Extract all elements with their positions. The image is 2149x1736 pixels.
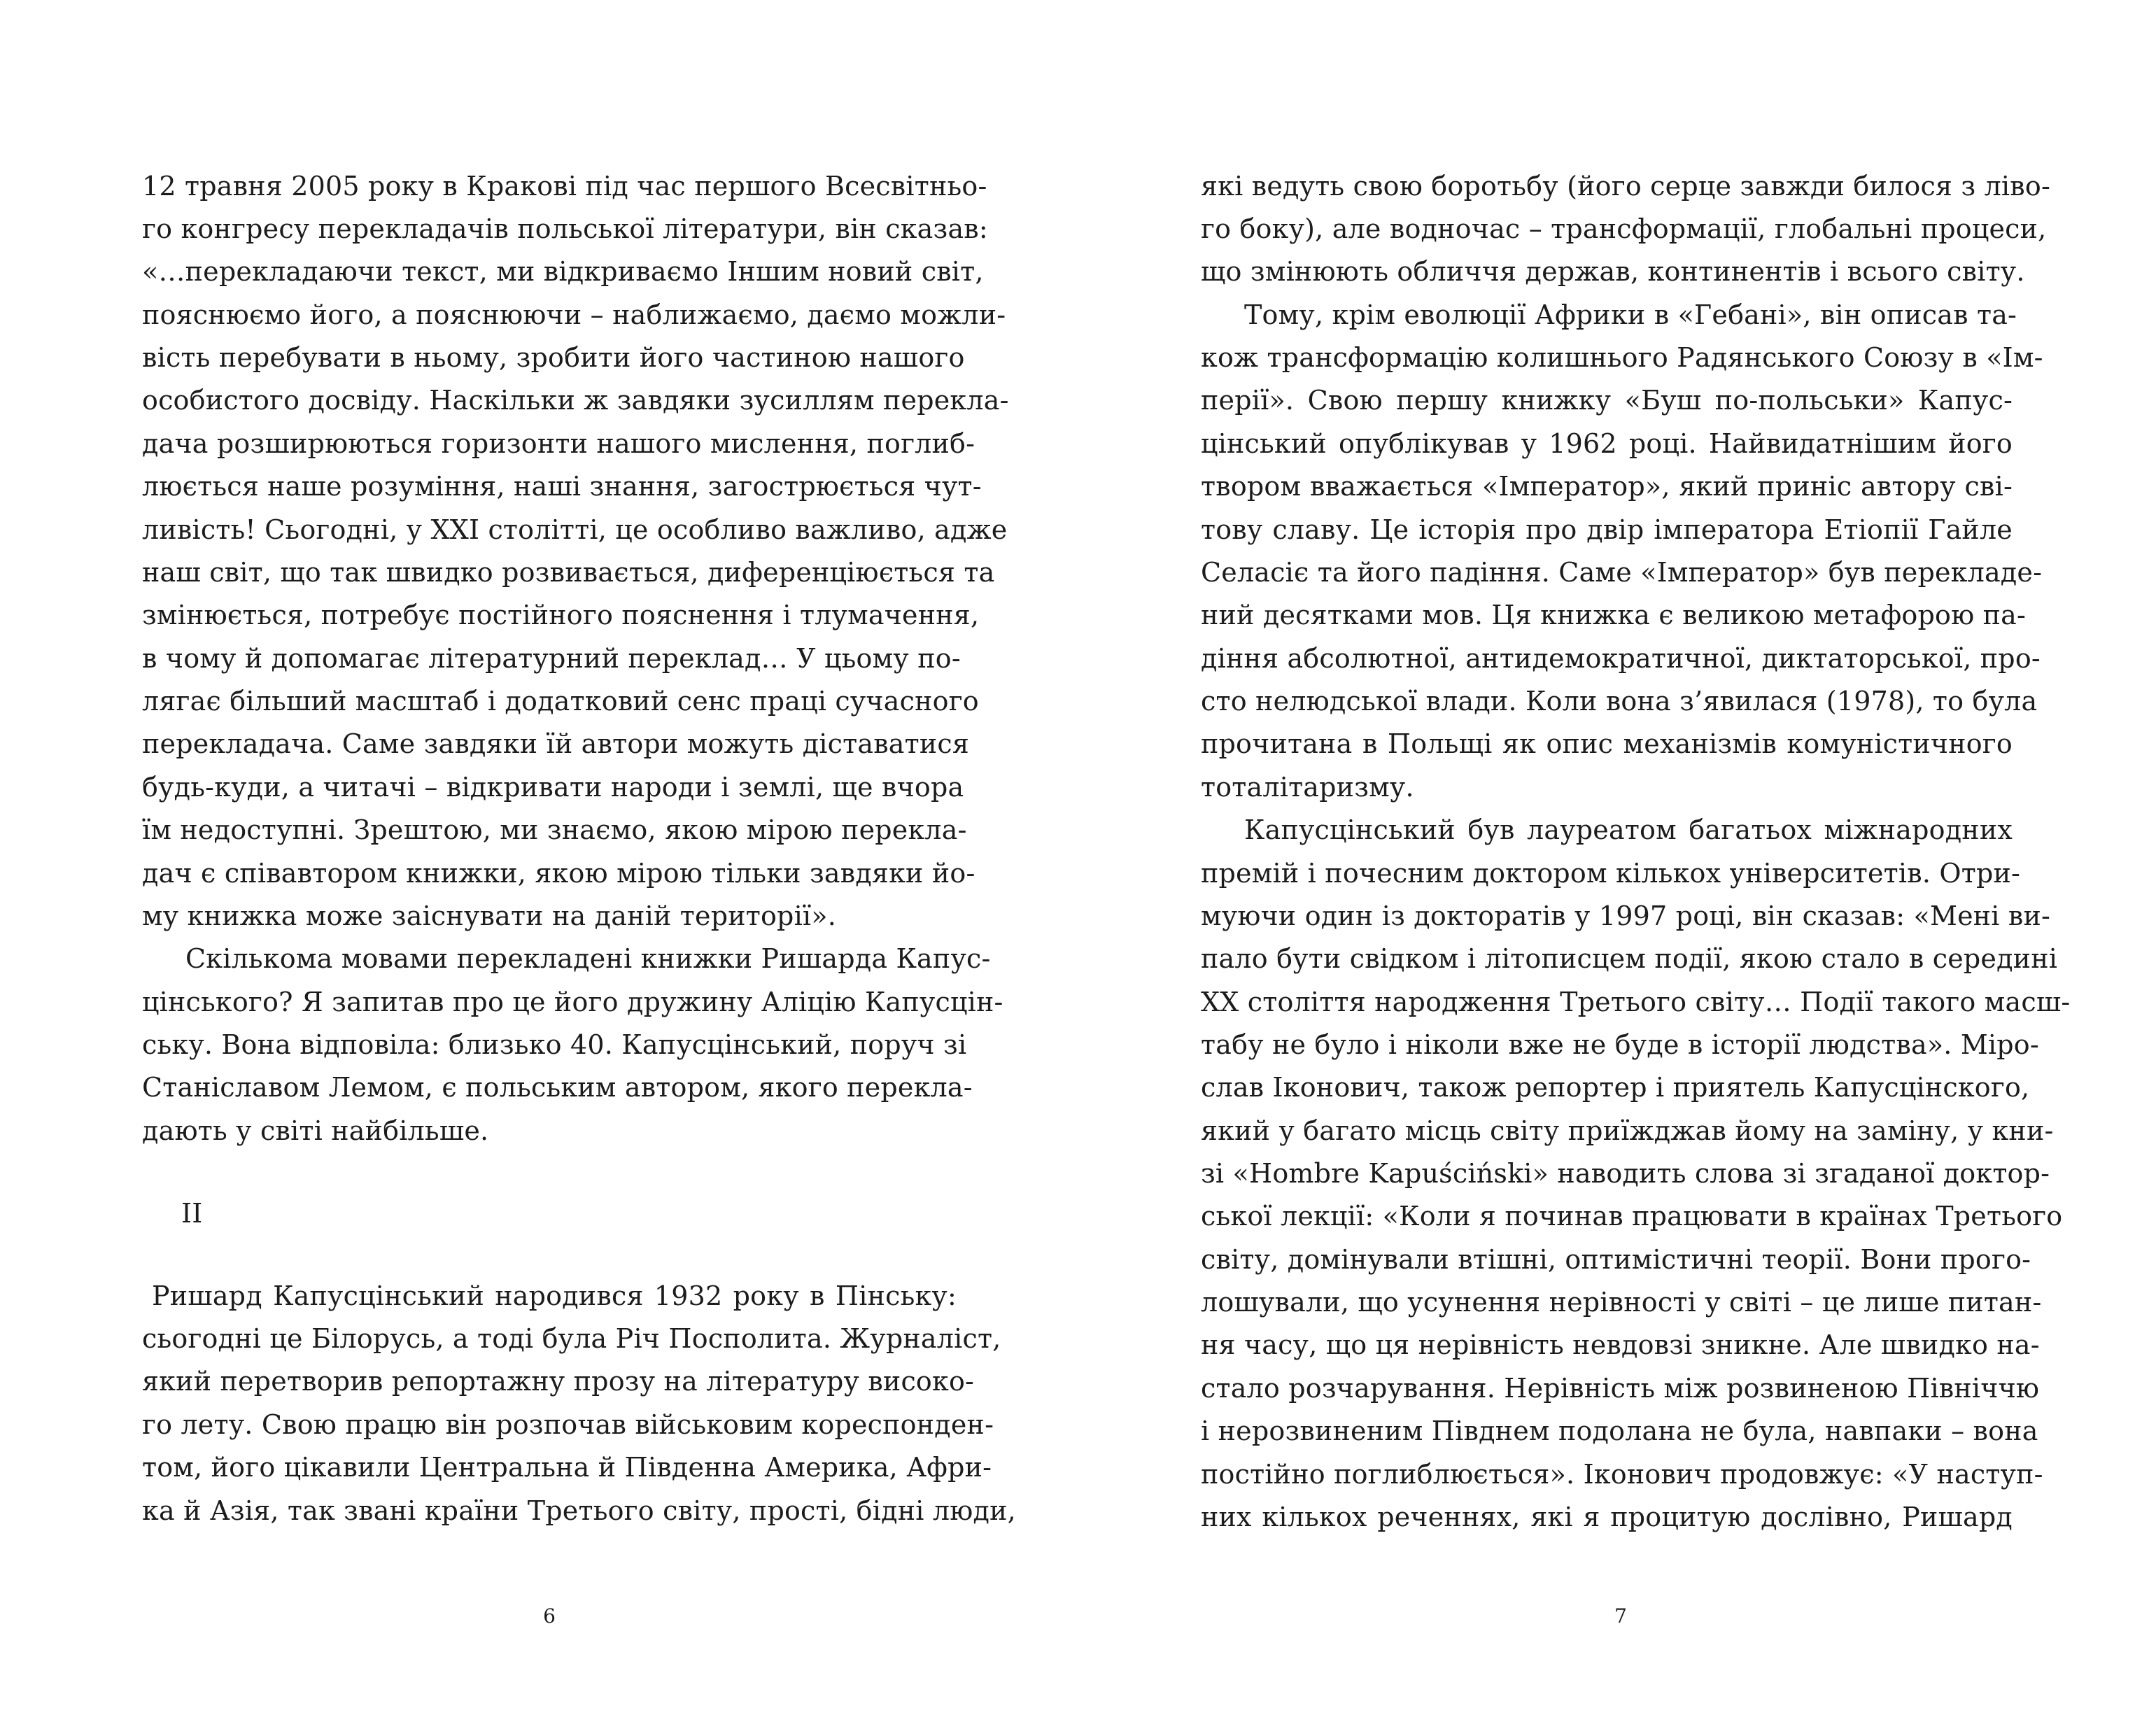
text-line: премій і почесним доктором кількох університетів. Отри- — [1201, 858, 2021, 889]
text-line: будь-куди, а читачі – відкривати народи і землі, ще вчора — [142, 772, 964, 803]
text-line: цінський опублікував у 1962 році. Найвидатнішим його — [1201, 428, 2013, 459]
text-line: го конгресу перекладачів польської літератури, він сказав: — [142, 213, 988, 244]
text-line: твором вважається «Імператор», який приніс автору сві- — [1201, 471, 2013, 502]
page-number: 6 — [543, 1604, 556, 1628]
text-line: Ришард Капусцінський народився 1932 року в Пінську: — [152, 1280, 957, 1311]
text-line: який перетворив репортажну прозу на літературу високо- — [142, 1366, 975, 1397]
text-line: змінюється, потребує постійного пояснення і тлумачення, — [142, 600, 980, 630]
text-line: стало розчарування. Нерівність між розвиненою Північчю — [1201, 1373, 2040, 1404]
text-line: тову славу. Це історія про двір імператора Етіопії Гайле — [1201, 514, 2013, 545]
text-line: який у багато місць світу приїжджав йому на заміну, у кни- — [1201, 1115, 2054, 1146]
text-line: перекладача. Саме завдяки їй автори можуть діставатися — [142, 728, 970, 759]
text-line: які ведуть свою боротьбу (його серце завжди билося з ліво- — [1201, 171, 2050, 202]
text-line: ня часу, що ця нерівність невдовзі зникне. Але швидко на- — [1201, 1329, 2040, 1360]
right-page — [1075, 0, 2149, 1736]
text-line: них кількох реченнях, які я процитую дослівно, Ришард — [1201, 1502, 2013, 1532]
text-line: що змінюють обличчя держав, континентів і всього світу. — [1201, 256, 2025, 287]
text-line: дають у світі найбільше. — [142, 1115, 489, 1146]
text-line: том, його цікавили Центральна й Південна Америка, Афри- — [142, 1452, 992, 1483]
text-line: Капусцінський був лауреатом багатьох міжнародних — [1244, 814, 2013, 845]
text-line: пояснюємо його, а пояснюючи – наближаємо, даємо можли- — [142, 299, 1006, 330]
text-line: го лету. Свою працю він розпочав військовим кореспонден- — [142, 1409, 994, 1440]
text-line: постійно поглиблюється». Іконович продовжує: «У наступ- — [1201, 1459, 2043, 1490]
text-line: в чому й допомагає літературний переклад… У цьому по- — [142, 643, 961, 674]
text-line: сьогодні це Білорусь, а тоді була Річ Посполита. Журналіст, — [142, 1323, 1001, 1354]
text-line: і нерозвиненим Півднем подолана не була, навпаки – вона — [1201, 1416, 2038, 1446]
text-line: Селасіє та його падіння. Саме «Імператор» був перекладе- — [1201, 557, 2043, 588]
text-line: Скількома мовами перекладені книжки Ришарда Капус- — [185, 943, 991, 974]
text-line: тоталітаризму. — [1201, 772, 1414, 803]
text-line: пало бути свідком і літописцем події, якою стало в середині — [1201, 943, 2058, 974]
text-line: прочитана в Польщі як опис механізмів комуністичного — [1201, 728, 2013, 759]
text-line: вість перебувати в ньому, зробити його частиною нашого — [142, 342, 965, 373]
text-line: люється наше розуміння, наші знання, загострюється чут- — [142, 471, 982, 502]
text-line: діння абсолютної, антидемократичної, диктаторської, про- — [1201, 643, 2041, 674]
text-line: ської лекції: «Коли я починав працювати в країнах Третього — [1201, 1201, 2063, 1232]
text-line: муючи один із докторатів у 1997 році, він сказав: «Мені ви- — [1201, 901, 2051, 931]
text-line: го боку), але водночас – трансформації, глобальні процеси, — [1201, 213, 2047, 244]
text-line: сто нелюдської влади. Коли вона з’явилася (1978), то була — [1201, 686, 2038, 717]
left-page — [0, 0, 1074, 1736]
text-line: лошували, що усунення нерівності у світі – це лише питан- — [1201, 1287, 2042, 1318]
text-line: ка й Азія, так звані країни Третього світу, прості, бідні люди, — [142, 1495, 1016, 1526]
text-line: кож трансформацію колишнього Радянського Союзу в «Ім- — [1201, 342, 2043, 373]
text-line: «…перекладаючи текст, ми відкриваємо Іншим новий світ, — [142, 256, 984, 287]
text-line: 12 травня 2005 року в Кракові під час першого Всесвітньо- — [142, 171, 987, 202]
text-line: світу, домінували втішні, оптимістичні теорії. Вони прого- — [1201, 1244, 2031, 1275]
text-line: цінського? Я запитав про це його дружину Аліцію Капусцін- — [142, 987, 1003, 1017]
text-line: XX століття народження Третього світу… Події такого масш- — [1201, 987, 2071, 1017]
text-line: табу не було і ніколи вже не буде в історії людства». Міро- — [1201, 1029, 2039, 1060]
text-line: дача розширюються горизонти нашого мислення, поглиб- — [142, 428, 975, 459]
section-heading: II — [181, 1198, 203, 1229]
text-line: Станіславом Лемом, є польським автором, якого перекла- — [142, 1072, 973, 1103]
text-line: Тому, крім еволюції Африки в «Гебані», він описав та- — [1244, 299, 2017, 330]
text-line: дач є співавтором книжки, якою мірою тільки завдяки йо- — [142, 858, 975, 889]
text-line: їм недоступні. Зрештою, ми знаємо, якою мірою перекла- — [142, 814, 967, 845]
text-line: наш світ, що так швидко розвивається, диференціюється та — [142, 557, 995, 588]
text-line: перії». Свою першу книжку «Буш по-польськи» Капус- — [1201, 385, 2013, 416]
text-line: лягає більший масштаб і додатковий сенс праці сучасного — [142, 686, 979, 717]
text-line: му книжка може заіснувати на даній території». — [142, 901, 837, 931]
text-line: ний десятками мов. Ця книжка є великою метафорою па- — [1201, 600, 2027, 630]
page-number: 7 — [1614, 1604, 1627, 1628]
text-line: ську. Вона відповіла: близько 40. Капусцінський, поруч зі — [142, 1029, 967, 1060]
text-line: зі «Hombre Kapuściński» наводить слова зі згаданої доктор- — [1201, 1158, 2050, 1189]
text-line: слав Іконович, також репортер і приятель Капусцінского, — [1201, 1072, 2030, 1103]
text-line: особистого досвіду. Наскільки ж завдяки зусиллям перекла- — [142, 385, 1009, 416]
text-line: ливість! Сьогодні, у XXI столітті, це особливо важливо, адже — [142, 514, 1008, 545]
